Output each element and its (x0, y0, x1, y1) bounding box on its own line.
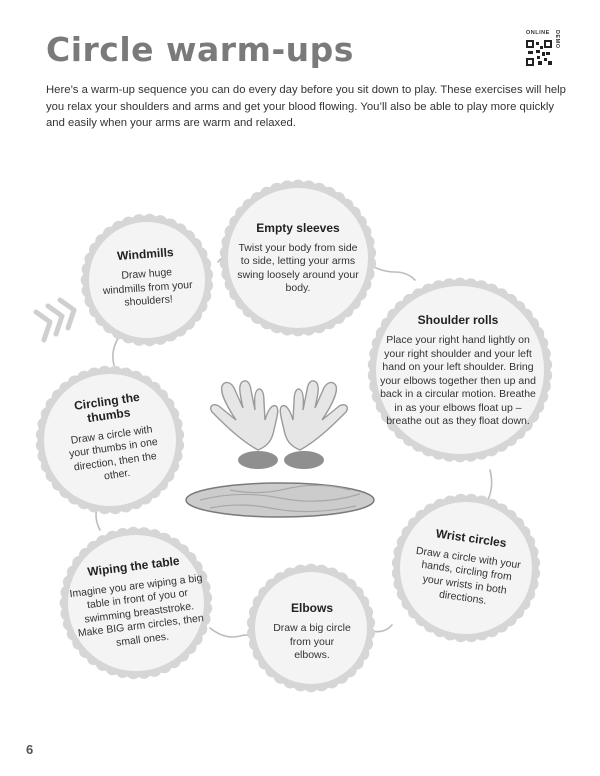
online-label: ONLINE (526, 30, 550, 36)
table-surface (186, 483, 374, 517)
bubble-title: Wrist circles (435, 525, 508, 550)
bubble-title: Elbows (290, 601, 333, 616)
bubble-title: Empty sleeves (256, 220, 340, 235)
bubble-text: Imagine you are wiping a big table in front of you or swimming breaststroke. Make BIG arm circles, then small ones. (68, 571, 205, 649)
bubble-empty-sleeves (228, 208, 368, 308)
hands-icon (211, 381, 348, 469)
bubble-text: Place your right hand lightly on your right shoulder and your left hand on your left shoulder. Bring your elbows together then up and back in a circular motion. Breathe in as your elbows float up – breathe out as they float down. (380, 334, 536, 428)
intro-paragraph: Here’s a warm-up sequence you can do every day before you sit down to play. These exercises will help you relax your shoulders and arms and get your blood flowing. You’ll also be able to play more quickly and easily when your arms are warm and relaxed. (46, 84, 566, 129)
bubble-elbows (256, 592, 368, 672)
chevron-decoration (36, 300, 74, 340)
connector-line (113, 335, 120, 365)
bubble-text: Twist your body from side to side, letting your arms swing loosely around your body. (237, 241, 359, 294)
bubble-title: Circling the thumbs (73, 389, 141, 425)
bubble-wiping-table (60, 540, 216, 667)
bubble-circling-thumbs (43, 374, 181, 502)
bubble-text: Draw a circle with your hands, circling from your wrists in both directions. (415, 544, 522, 607)
demo-label: DEMO (554, 30, 560, 49)
online-demo-badge[interactable] (526, 30, 562, 72)
bubble-title: Shoulder rolls (417, 313, 499, 328)
bubble-wrist-circles (392, 511, 542, 625)
bubble-title: Windmills (116, 245, 175, 264)
page-number: 6 (26, 742, 34, 757)
bubble-shoulder-rolls (378, 296, 538, 446)
page-title: Circle warm-ups (46, 30, 354, 69)
bubble-windmills (89, 232, 205, 323)
bubble-text: Draw a big circle from your elbows. (273, 622, 351, 662)
bubble-title: Wiping the table (86, 553, 181, 579)
bubble-text: Draw a circle with your thumbs in one direction, then the other. (68, 422, 159, 483)
bubble-text: Draw huge windmills from your shoulders! (102, 266, 193, 309)
